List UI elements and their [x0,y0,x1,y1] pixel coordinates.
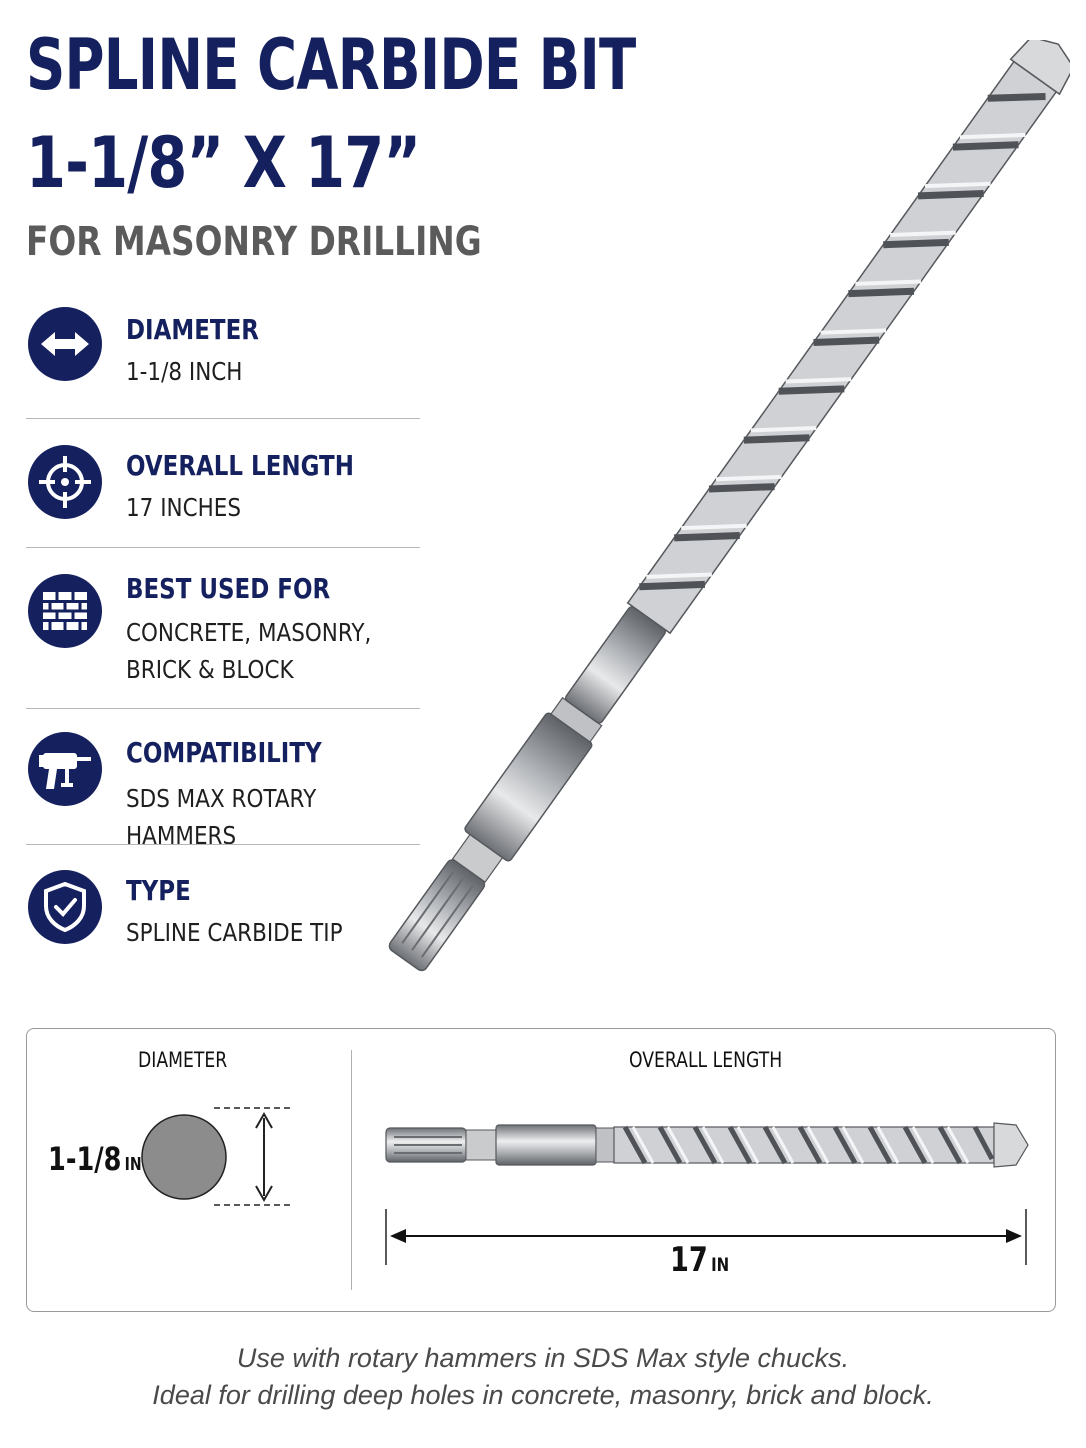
usage-note-line-1: Use with rotary hammers in SDS Max style chucks. [236,1343,850,1373]
drill-bit-image [370,40,1070,990]
divider [26,418,420,419]
product-subtitle: FOR MASONRY DRILLING [26,219,482,265]
spec-label: DIAMETER [126,313,259,346]
spec-type [26,868,420,958]
length-unit: IN [711,1255,730,1276]
length-measurement [670,1240,729,1280]
crosshair-icon [28,445,102,519]
product-title-line-1: SPLINE CARBIDE BIT [26,24,636,106]
double-arrow-icon [28,307,102,381]
spec-value: SDS MAX ROTARY HAMMERS [126,784,317,850]
spec-label: BEST USED FOR [126,572,331,605]
brick-wall-icon [28,574,102,648]
usage-note [0,1340,1086,1414]
spec-value: 17 INCHES [126,493,242,522]
diameter-heading: DIAMETER [138,1048,228,1072]
spec-value-line-2: BRICK & BLOCK [126,655,294,684]
spec-label: TYPE [126,874,191,907]
spec-diameter [26,305,420,395]
rotary-hammer-icon [28,732,102,806]
spec-compatibility [26,730,420,850]
divider [26,708,420,709]
length-value: 17 [670,1240,708,1280]
divider [26,547,420,548]
spec-value-line-1: CONCRETE, MASONRY, [126,618,372,647]
usage-note-line-2: Ideal for drilling deep holes in concrete, masonry, brick and block. [152,1380,934,1410]
product-title-line-2: 1-1/8” X 17” [26,122,421,204]
divider [26,844,420,845]
spec-best-used-for [26,570,420,690]
spec-value: SPLINE CARBIDE TIP [126,918,343,947]
panel-divider [351,1050,352,1290]
spec-overall-length [26,445,420,535]
diameter-value: 1-1/8 [48,1140,122,1178]
diameter-measurement [48,1140,142,1178]
shield-check-icon [28,870,102,944]
spec-label: OVERALL LENGTH [126,449,354,482]
length-diagram-bit [380,1115,1040,1175]
spec-value: 1-1/8 INCH [126,357,243,386]
diameter-unit: IN [124,1155,142,1175]
diameter-diagram [140,1100,300,1215]
spec-label: COMPATIBILITY [126,736,322,769]
length-heading: OVERALL LENGTH [629,1048,783,1072]
